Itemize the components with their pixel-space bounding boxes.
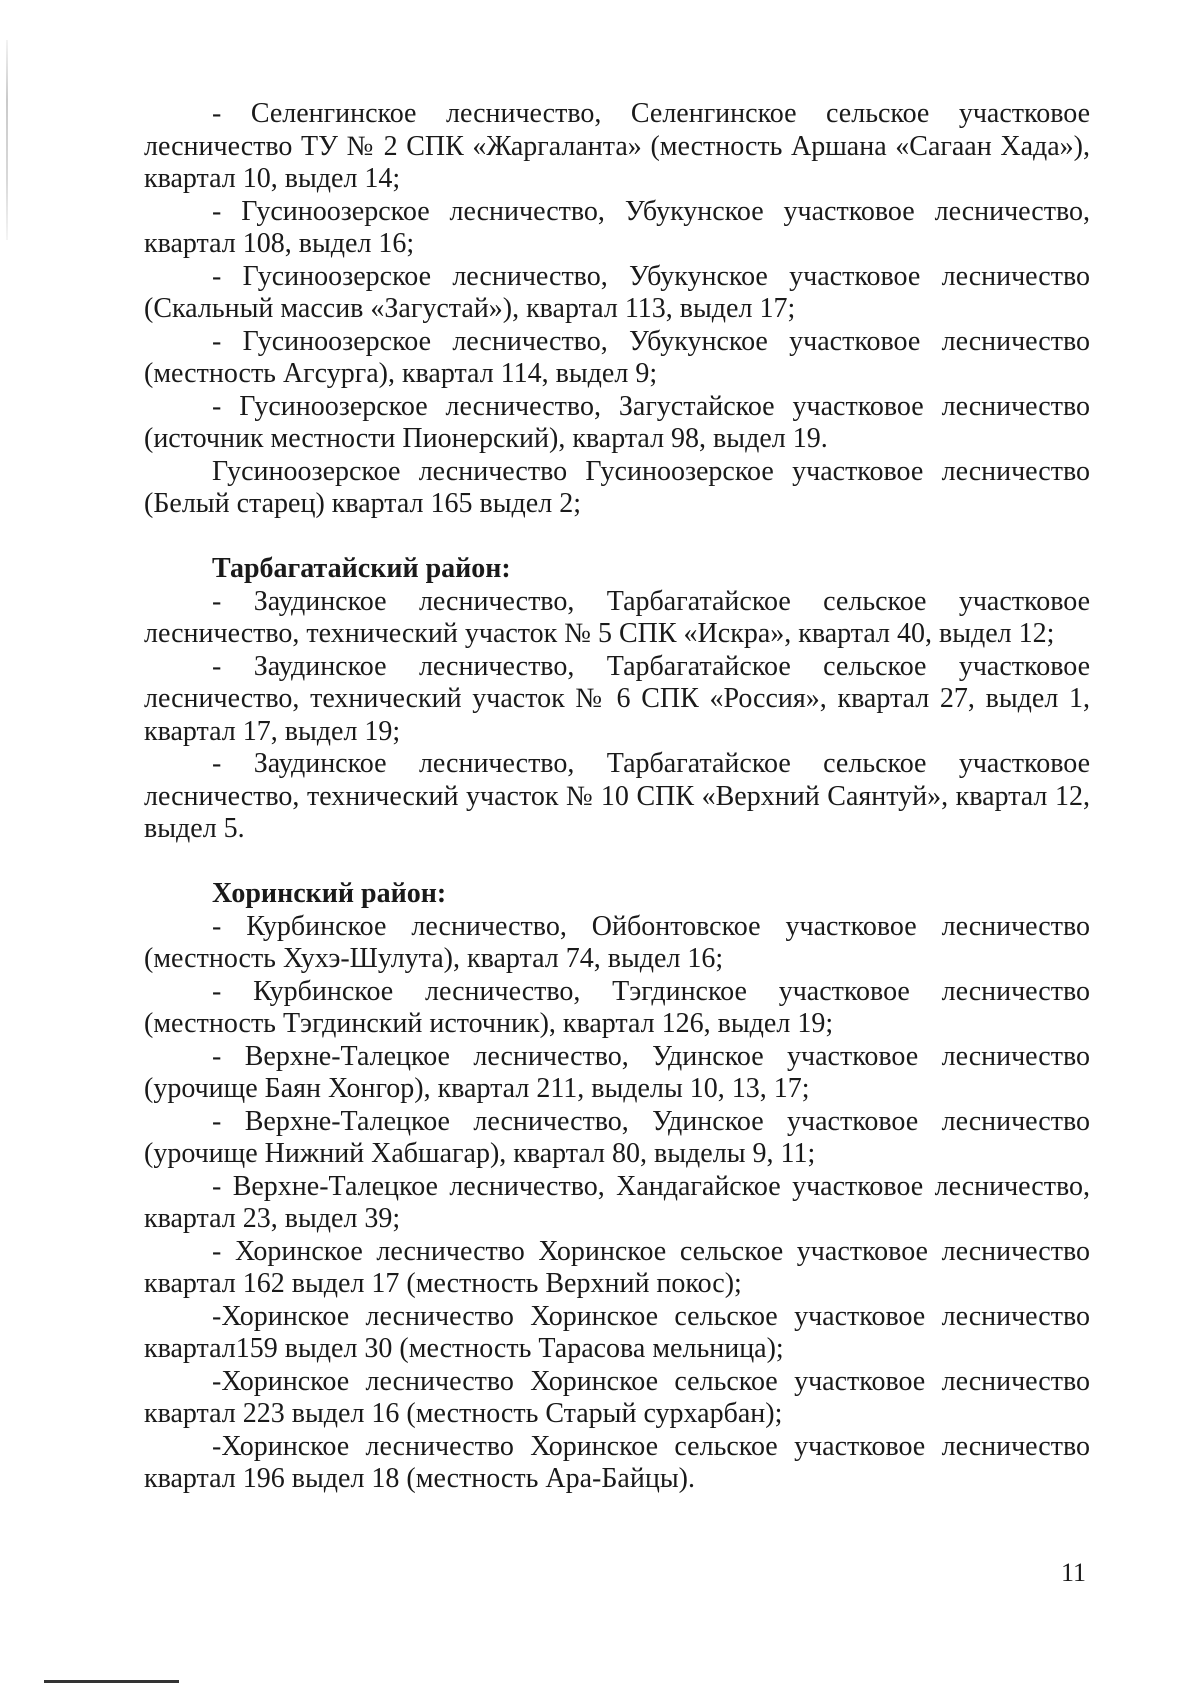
list-item: - Гусиноозерское лесничество, Убукунское участковое лесничество, квартал 108, выдел 16; — [144, 195, 1090, 259]
list-item: - Заудинское лесничество, Тарбагатайское сельское участковое лесничество, технический участок № 5 СПК «Искра», квартал 40, выдел 12; — [144, 585, 1090, 649]
section-spacer — [144, 846, 1090, 879]
list-item: - Заудинское лесничество, Тарбагатайское сельское участковое лесничество, технический участок № 6 СПК «Россия», квартал 27, выдел 1, квартал 17, выдел 19; — [144, 650, 1090, 747]
list-item: - Курбинское лесничество, Тэгдинское участковое лесничество (местность Тэгдинский источник), квартал 126, выдел 19; — [144, 975, 1090, 1039]
footer-rule — [44, 1680, 179, 1683]
section-heading-khorinsk: Хоринский район: — [212, 878, 447, 909]
section-heading-tarbagatai: Тарбагатайский район: — [212, 553, 511, 584]
list-item: - Хоринское лесничество Хоринское сельское участковое лесничество квартал 162 выдел 17 (местность Верхний покос); — [144, 1235, 1090, 1299]
list-item: -Хоринское лесничество Хоринское сельское участковое лесничество квартал159 выдел 30 (местность Тарасова мельница); — [144, 1300, 1090, 1364]
list-item: - Гусиноозерское лесничество, Загустайское участковое лесничество (источник местности Пионерский), квартал 98, выдел 19. — [144, 390, 1090, 454]
list-item: - Гусиноозерское лесничество, Убукунское участковое лесничество (местность Агсурга), квартал 114, выдел 9; — [144, 325, 1090, 389]
scan-edge-artifact — [6, 40, 8, 240]
list-item: - Заудинское лесничество, Тарбагатайское сельское участковое лесничество, технический участок № 10 СПК «Верхний Саянтуй», квартал 12, выдел 5. — [144, 748, 1090, 844]
list-item: - Курбинское лесничество, Ойбонтовское участковое лесничество (местность Хухэ-Шулута), квартал 74, выдел 16; — [144, 910, 1090, 974]
page-number: 11 — [1060, 1558, 1086, 1587]
list-item: - Верхне-Талецкое лесничество, Хандагайское участковое лесничество, квартал 23, выдел 39; — [144, 1170, 1090, 1234]
list-item: Гусиноозерское лесничество Гусиноозерское участковое лесничество (Белый старец) квартал 165 выдел 2; — [144, 455, 1090, 519]
list-item: - Гусиноозерское лесничество, Убукунское участковое лесничество (Скальный массив «Загустай»), квартал 113, выдел 17; — [144, 260, 1090, 324]
document-body — [144, 98, 1090, 1496]
list-item: - Селенгинское лесничество, Селенгинское сельское участковое лесничество ТУ № 2 СПК «Жаргаланта» (местность Аршана «Сагаан Хада»), квартал 10, выдел 14; — [144, 98, 1090, 194]
section-spacer — [144, 521, 1090, 554]
list-item: -Хоринское лесничество Хоринское сельское участковое лесничество квартал 196 выдел 18 (местность Ара-Байцы). — [144, 1430, 1090, 1494]
list-item: -Хоринское лесничество Хоринское сельское участковое лесничество квартал 223 выдел 16 (местность Старый сурхарбан); — [144, 1365, 1090, 1429]
list-item: - Верхне-Талецкое лесничество, Удинское участковое лесничество (урочище Нижний Хабшагар), квартал 80, выделы 9, 11; — [144, 1105, 1090, 1169]
list-item: - Верхне-Талецкое лесничество, Удинское участковое лесничество (урочище Баян Хонгор), квартал 211, выделы 10, 13, 17; — [144, 1040, 1090, 1104]
